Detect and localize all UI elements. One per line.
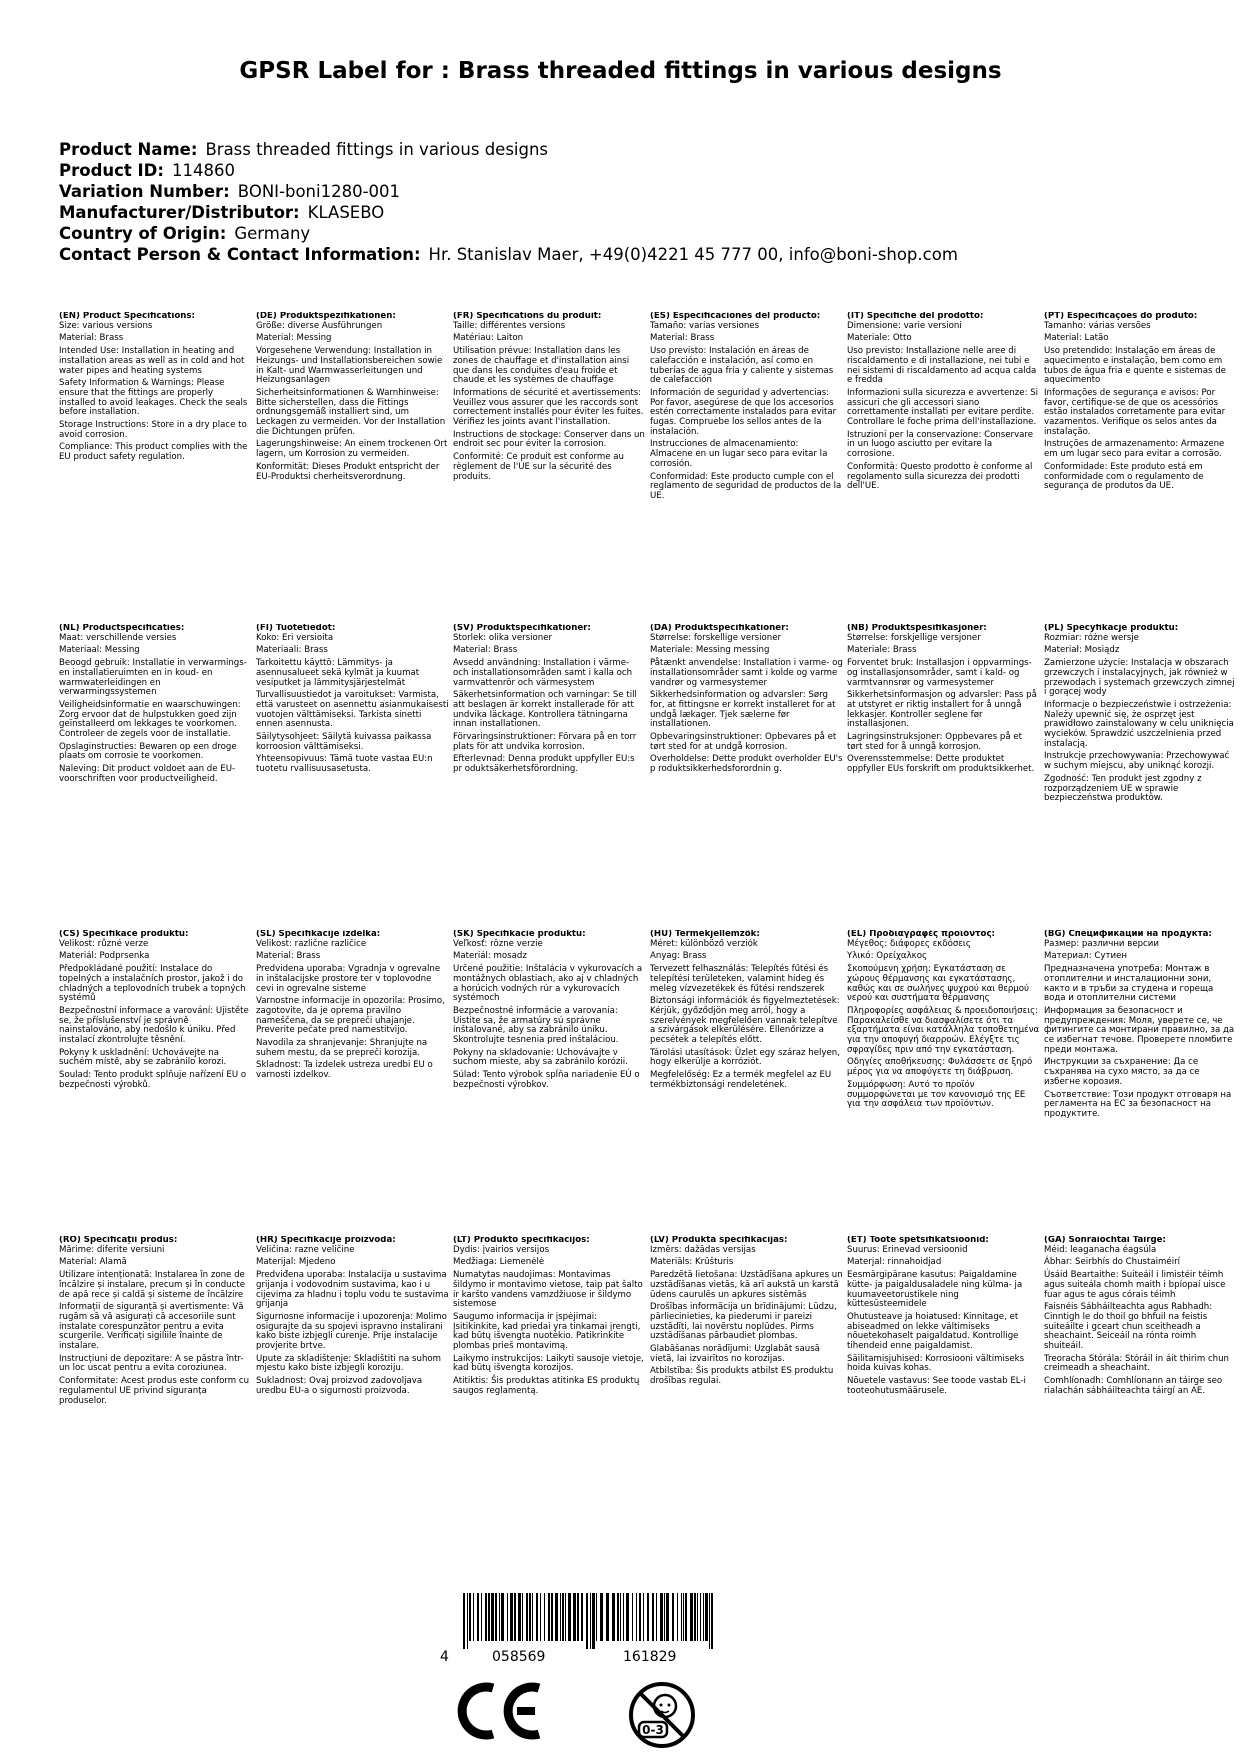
barcode-bar [697, 1593, 698, 1641]
spec-paragraph: Overensstemmelse: Dette produktet oppfyller EUs forskrift om produktsikkerhet. [847, 754, 1035, 775]
barcode-bar [664, 1593, 665, 1641]
spec-paragraph: Utilizare intenționată: Instalarea în zone de încălzire și instalare, precum și în conducte de apă rece și caldă și sisteme de încălzire [59, 1270, 246, 1300]
spec-paragraph: Súlad: Tento výrobok spĺňa nariadenie EÚ o bezpečnosti výrobkov. [453, 1070, 640, 1090]
spec-block [59, 1236, 256, 1616]
spec-paragraph: Saugumo informacija ir įspėjimai: Įsitikinkite, kad priedai yra tinkamai įrengti, kad būtų išvengta nuotėkio. Patikrinkite plombas prieš montavimą. [453, 1311, 641, 1352]
barcode-bar [703, 1593, 704, 1641]
specifications-grid [59, 312, 1239, 1616]
spec-heading: (RO) Specificații produs: [59, 1236, 178, 1245]
ce-mark-icon [455, 1680, 545, 1742]
barcode-digits-left: 058569 [492, 1649, 546, 1665]
barcode-bar [568, 1593, 571, 1641]
spec-block [256, 624, 453, 930]
age-label: 0-3 [642, 1723, 664, 1737]
spec-paragraph: Materiale: Messing messing [650, 645, 770, 656]
spec-heading: (DA) Produktspecifikationer: [650, 624, 789, 633]
barcode-bar [652, 1593, 654, 1641]
spec-paragraph: Turvallisuustiedot ja varoitukset: Varmista, että varusteet on asennettu asianmukaisesti vuotojen välttämiseksi. Tarkista sinetti ennen asennusta. [256, 690, 449, 730]
spec-paragraph: Rozmiar: różne wersje [1044, 632, 1139, 643]
spec-paragraph: Sukladnost: Ovaj proizvod zadovoljava uredbu EU-a o sigurnosti proizvoda. [256, 1376, 423, 1396]
spec-paragraph: Koko: Eri versioita [256, 632, 334, 643]
spec-paragraph: Conformitate: Acest produs este conform cu regulamentul UE privind siguranța produselor. [59, 1376, 250, 1406]
spec-block [650, 312, 847, 624]
product-info [59, 139, 958, 265]
barcode-bar [617, 1593, 619, 1641]
barcode-bar [660, 1593, 663, 1641]
spec-paragraph: Upute za skladištenje: Skladištiti na suhom mjestu kako biste izbjegli koroziju. [256, 1353, 442, 1374]
barcode-bars [463, 1593, 715, 1649]
spec-heading: (NB) Produktspesifikasjoner: [847, 624, 987, 633]
barcode-digit-first: 4 [440, 1649, 449, 1665]
info-product-id: Product ID: 114860 [59, 161, 235, 180]
barcode-bar [560, 1593, 561, 1641]
spec-paragraph: Material: Latão [1044, 333, 1109, 344]
spec-heading: (SV) Produktspecifikationer: [453, 624, 591, 633]
spec-heading: (PT) Especificações do produto: [1044, 312, 1198, 321]
spec-heading: (BG) Спецификации на продукта: [1044, 930, 1212, 939]
spec-paragraph: Opslaginstructies: Bewaren op een droge plaats om corrosie te voorkomen. [59, 741, 237, 762]
barcode-bar [536, 1593, 538, 1641]
spec-paragraph: Σκοπούμενη χρήση: Εγκατάσταση σε χώρους θέρμανσης και εγκατάστασης, καθώς και σε σωλήνες ψυχρού και θερμού νερού και συστήματα θέρμανσης [847, 964, 1029, 1004]
spec-paragraph: Tamaño: varias versiones [650, 320, 760, 331]
spec-block [1044, 930, 1241, 1236]
info-manufacturer: Manufacturer/Distributor: KLASEBO [59, 203, 385, 222]
spec-paragraph: Tárolási utasítások: Üzlet egy száraz helyen, hogy elkerülje a korróziót. [650, 1047, 840, 1068]
spec-paragraph: Sikkerhetsinformasjon og advarsler: Pass på at utstyret er riktig installert for å unngå lekkasjer. Kontroller seglene før installasjonen. [847, 690, 1037, 730]
spec-paragraph: Materiał: Mosiądz [1044, 645, 1120, 656]
spec-paragraph: Medžiaga: Liemenėlė [453, 1257, 545, 1268]
spec-paragraph: Pokyny na skladovanie: Uchovávajte v suchom mieste, aby sa zabránilo korózii. [453, 1047, 628, 1068]
barcode-bar [709, 1593, 710, 1649]
spec-paragraph: Dydis: įvairios versijos [453, 1244, 550, 1255]
spec-paragraph: Materiale: Brass [847, 645, 917, 656]
barcode-bar [656, 1593, 657, 1641]
spec-paragraph: Opbevaringsinstruktioner: Opbevares på et tørt sted for at undgå korrosion. [650, 732, 837, 752]
spec-block [847, 312, 1044, 624]
spec-paragraph: Intended Use: Installation in heating and installation areas as well as in cold and hot water pipes and heating systems [59, 346, 245, 376]
spec-paragraph: Atitiktis: Šis produktas atitinka ES produktų saugos reglamentą. [453, 1376, 640, 1396]
spec-heading: (HU) Termékjellemzők: [650, 930, 760, 939]
barcode-bar [501, 1593, 504, 1641]
spec-paragraph: Tarkoitettu käyttö: Lämmitys- ja asennusalueet sekä kylmät ja kuumat vesiputket ja lämmitysjärjestelmät [256, 658, 420, 688]
spec-paragraph: Laikymo instrukcijos: Laikyti sausoje vietoje, kad būtų išvengta korozijos. [453, 1353, 644, 1374]
spec-heading: (FR) Spécifications du produit: [453, 312, 602, 321]
spec-paragraph: Предназначена употреба: Монтаж в отоплителни и инсталационни зони, както и в тръби за студена и гореща вода и отоплителни системи [1044, 964, 1214, 1004]
spec-block [453, 930, 650, 1236]
spec-block [1044, 312, 1241, 624]
barcode-bar [694, 1593, 696, 1641]
spec-paragraph: Instrucciones de almacenamiento: Almacene en un lugar seco para evitar la corrosión. [650, 439, 828, 469]
spec-paragraph: Instructions de stockage: Conserver dans un endroit sec pour éviter la corrosion. [453, 429, 645, 450]
spec-paragraph: Material: Alamă [59, 1257, 127, 1268]
barcode-bar [666, 1593, 669, 1641]
barcode-bar [510, 1593, 513, 1641]
spec-paragraph: Ohutusteave ja hoiatused: Kinnitage, et abiseadmed on lekke vältimiseks nõuetekohaselt paigaldatud. Kontrollige tihendeid enne paigaldamist. [847, 1311, 1019, 1352]
spec-block [453, 312, 650, 624]
barcode-bar [636, 1593, 637, 1641]
spec-paragraph: Faisnéis Sábháilteachta agus Rabhadh: Cinntigh le do thoil go bhfuil na feistis suiteáilte i gceart chun sceitheadh a sheachaint. Seiceáil na rónta roimh shuiteáil. [1044, 1302, 1213, 1352]
barcode-bar [620, 1593, 621, 1641]
spec-paragraph: Určené použitie: Inštalácia v vykurovacích a montážnych oblastiach, ako aj v chladných a horúcich vodných rúr a vykurovacích systémoch [453, 964, 643, 1004]
spec-paragraph: Istruzioni per la conservazione: Conservare in un luogo asciutto per evitare la corrosione. [847, 429, 1034, 460]
spec-paragraph: Οδηγίες αποθήκευσης: Φυλάσσετε σε ξηρό μέρος για να αποφύγετε τη διάβρωση. [847, 1057, 1033, 1078]
spec-paragraph: Atbilstība: Šis produkts atbilst ES produktu drošības regulai. [650, 1366, 834, 1387]
barcode-bar [643, 1593, 644, 1641]
barcode-bar [592, 1593, 595, 1649]
spec-paragraph: Utilisation prévue: Installation dans les zones de chauffage et d'installation ainsi que dans les conduites d'eau froide et chaude et les systèmes de chauffage [453, 346, 630, 386]
spec-paragraph: Taille: différentes versions [453, 320, 566, 331]
spec-paragraph: Mărime: diferite versiuni [59, 1244, 165, 1255]
barcode-bar [473, 1593, 474, 1641]
spec-paragraph: Predvidena uporaba: Vgradnja v ogrevalne in inštalacijske prostore ter v toplovodne cevi in ogrevalne sisteme [256, 964, 441, 994]
spec-paragraph: Uso previsto: Installazione nelle aree di riscaldamento e di installazione, nei tubi e nei sistemi di riscaldamento ad acqua calda e fredda [847, 346, 1037, 386]
spec-paragraph: Megfelelőség: Ez a termék megfelel az EU termékbiztonsági rendeletének. [650, 1070, 832, 1090]
spec-paragraph: Matériau: Laiton [453, 333, 524, 344]
spec-paragraph: Veľkosť: rôzne verzie [453, 938, 543, 949]
spec-heading: (ES) Especificaciones del producto: [650, 312, 821, 321]
barcode-bar [555, 1593, 558, 1641]
spec-heading: (HR) Specifikacije proizvoda: [256, 1236, 396, 1245]
info-country: Country of Origin: Germany [59, 224, 311, 243]
spec-block [1044, 624, 1241, 930]
spec-paragraph: Säilytysohjeet: Säilytä kuivassa paikassa korroosion välttämiseksi. [256, 732, 432, 752]
spec-paragraph: Méret: különböző verziók [650, 938, 758, 949]
spec-paragraph: Předpokládané použití: Instalace do topelných a instalačních prostor, jakož i do chladných a teplovodních trubek a topných systémů [59, 964, 246, 1004]
spec-paragraph: Conformidade: Este produto está em conformidade com o regulamento de segurança de produtos da UE. [1044, 461, 1204, 492]
barcode-bar [685, 1593, 687, 1641]
barcode-bar [532, 1593, 533, 1641]
spec-paragraph: Sigurnosne informacije i upozorenja: Molimo osigurajte da su spojevi ispravno instalirani kako biste izbjegli curenje. Prije instalacije provjerite brtve. [256, 1311, 447, 1352]
spec-paragraph: Bezpečnostné informácie a varovania: Uistite sa, že armatúry sú správne inštalované, aby sa zabránilo úniku. Skontrolujte tesnenia pred inštaláciou. [453, 1005, 619, 1046]
spec-heading: (EN) Product Specifications: [59, 312, 195, 321]
barcode-bar [672, 1593, 674, 1641]
spec-paragraph: Uso pretendido: Instalação em áreas de aquecimento e instalação, bem como em tubos de água fria e quente e sistemas de aquecimento [1044, 346, 1226, 386]
spec-paragraph: Veiligheidsinformatie en waarschuwingen: Zorg ervoor dat de hulpstukken goed zijn geïnstalleerd om lekkages te voorkomen. Controleer de zegels voor de installatie. [59, 699, 241, 740]
spec-paragraph: Predviđena uporaba: Instalacija u sustavima grijanja i vodovodnim sustavima, kao i u cijevima za hladnu i toplu vodu te sustavima grijanja [256, 1270, 449, 1310]
barcode-bar [495, 1593, 497, 1641]
spec-paragraph: Nõuetele vastavus: See toode vastab EL-i tooteohutusmäärusele. [847, 1376, 1026, 1396]
spec-heading: (DE) Produktspezifikationen: [256, 312, 396, 321]
spec-paragraph: Material: Messing [256, 333, 332, 344]
spec-block [256, 930, 453, 1236]
spec-heading: (SK) Špecifikácie produktu: [453, 930, 586, 939]
spec-paragraph: Conformité: Ce produit est conforme au règlement de l'UE sur la sécurité des produits. [453, 452, 624, 482]
spec-paragraph: Méid: leaganacha éagsúla [1044, 1244, 1157, 1255]
spec-paragraph: Avsedd användning: Installation i värme- och installationsområden samt i kalla och varmvattenrör och värmesystem [453, 658, 633, 688]
barcode [440, 1593, 750, 1665]
spec-paragraph: Informazioni sulla sicurezza e avvertenze: Si assicuri che gli accessori siano correttamente installati per evitare perdite. Controllare le foche prima dell'installazione. [847, 387, 1039, 428]
barcode-bar [551, 1593, 553, 1641]
spec-block [453, 1236, 650, 1616]
spec-heading: (CS) Specifikace produktu: [59, 930, 189, 939]
spec-paragraph: Storlek: olika versioner [453, 632, 553, 643]
barcode-bar [681, 1593, 682, 1641]
spec-paragraph: Beoogd gebruik: Installatie in verwarmings- en installatieruimten en in koud- en warmwaterleidingen en verwarmingssystemen [59, 658, 247, 698]
spec-paragraph: Soulad: Tento produkt splňuje nařízení EU o bezpečnosti výrobků. [59, 1070, 247, 1090]
spec-paragraph: Skladnost: Ta izdelek ustreza uredbi EU o varnosti izdelkov. [256, 1060, 433, 1081]
spec-paragraph: Instrukcje przechowywania: Przechowywać w suchym miejscu, aby uniknąć korozji. [1044, 751, 1230, 772]
spec-paragraph: Material: Brass [59, 333, 124, 344]
barcode-bar [548, 1593, 550, 1641]
barcode-bar [491, 1593, 494, 1641]
spec-block [453, 624, 650, 930]
barcode-bar [469, 1593, 471, 1641]
info-variation-number: Variation Number: BONI-boni1280-001 [59, 182, 401, 201]
page-title: GPSR Label for : Brass threaded fittings in various designs [239, 58, 1002, 84]
spec-paragraph: Съответствие: Този продукт отговаря на регламента на ЕС за безопасност на продуктите. [1044, 1089, 1232, 1119]
spec-paragraph: Materiāls: Krūšturis [650, 1257, 734, 1268]
spec-paragraph: Informacje o bezpieczeństwie i ostrzeżenia: Należy upewnić się, że osprzęt jest prawidłowo zainstalowany w celu uniknięcia wycieków. Sprawdzić uszczelnienia przed instalacją. [1044, 699, 1234, 749]
barcode-bar [488, 1593, 490, 1641]
spec-paragraph: Bezpečnostní informace a varování: Ujistěte se, že příslušenství je správně nainstalováno, aby nedošlo k úniku. Před instalací zkontrolujte těsnění. [59, 1005, 249, 1046]
spec-heading: (PL) Specyfikacje produktu: [1044, 624, 1179, 633]
barcode-bar [581, 1593, 583, 1641]
barcode-digits-right: 161829 [623, 1649, 677, 1665]
spec-paragraph: Conformidad: Este producto cumple con el reglamento de seguridad de productos de la UE. [650, 471, 842, 501]
spec-block [1044, 1236, 1241, 1616]
spec-paragraph: Förvaringsinstruktioner: Förvara på en torr plats för att undvika korrosion. [453, 732, 637, 752]
spec-block [650, 624, 847, 930]
barcode-bar [544, 1593, 545, 1641]
spec-paragraph: Naleving: Dit product voldoet aan de EU-voorschriften voor productveiligheid. [59, 764, 236, 784]
spec-paragraph: Tamanho: várias versões [1044, 320, 1151, 331]
spec-paragraph: Größe: diverse Ausführungen [256, 320, 383, 331]
spec-heading: (SL) Specifikacije izdelka: [256, 930, 381, 939]
spec-paragraph: Material: Brass [650, 333, 715, 344]
spec-heading: (FI) Tuotetiedot: [256, 624, 336, 633]
spec-paragraph: Efterlevnad: Denna produkt uppfyller EU:s pr oduktsäkerhetsförordning. [453, 754, 635, 775]
barcode-bar [565, 1593, 566, 1641]
barcode-bar [467, 1593, 468, 1649]
spec-paragraph: Velikost: různé verze [59, 938, 149, 949]
barcode-bar [623, 1593, 624, 1641]
spec-paragraph: Pokyny k uskladnění: Uchovávejte na suchém místě, aby se zabránilo korozi. [59, 1047, 227, 1068]
spec-paragraph: Treoracha Stórála: Stóráil in áit thirim chun creimeadh a sheachaint. [1044, 1353, 1230, 1374]
spec-paragraph: Информация за безопасност и предупреждения: Моля, уверете се, че фитингите са монтирани правилно, за да се избегнат течове. Проверете пломбите преди монтажа. [1044, 1005, 1235, 1055]
spec-paragraph: Materiál: Podprsenka [59, 951, 150, 962]
spec-paragraph: Forventet bruk: Installasjon i oppvarmings- og installasjonsområder, samt i kald- og varmtvannsrør og varmesystemer [847, 658, 1032, 688]
spec-block [59, 624, 256, 930]
spec-heading: (EL) Προδιαγραφές προϊόντος: [847, 930, 995, 939]
barcode-bar [477, 1593, 479, 1641]
spec-paragraph: Ábhar: Seirbhís do Chustaiméirí [1044, 1257, 1181, 1268]
spec-block [650, 1236, 847, 1616]
spec-heading: (ET) Toote spetsifikatsioonid: [847, 1236, 989, 1245]
spec-paragraph: Informations de sécurité et avertissements: Veuillez vous assurer que les raccords sont correctement installés pour éviter les fuites. Vérifiez les joints avant l'installation. [453, 387, 644, 428]
spec-paragraph: Overholdelse: Dette produkt overholder EU's p roduktsikkerhedsforordnin g. [650, 754, 843, 775]
barcode-bar [481, 1593, 482, 1641]
spec-paragraph: Storage Instructions: Store in a dry place to avoid corrosion. [59, 420, 247, 440]
spec-paragraph: Varnostne informacije in opozorila: Prosimo, zagotovite, da je oprema pravilno nameščena, da se prepreči uhajanje. Preverite pečate pred namestitvijo. [256, 996, 445, 1036]
spec-block [847, 930, 1044, 1236]
barcode-bar [639, 1593, 641, 1641]
spec-paragraph: Material: Brass [453, 645, 518, 656]
spec-paragraph: Paredzētā lietošana: Uzstādīšana apkures un uzstādīšanas vietās, kā arī aukstā un karstā ūdens caurulēs un apkures sistēmās [650, 1270, 843, 1300]
spec-block [59, 312, 256, 624]
spec-paragraph: Velikost: različne različice [256, 938, 367, 949]
spec-paragraph: Materiaali: Brass [256, 645, 328, 656]
spec-paragraph: Anyag: Brass [650, 951, 707, 962]
spec-paragraph: Informații de siguranță și avertismente: Vă rugăm să vă asigurați că accesoriile sunt instalate corespunzător pentru a evita scurgerile. Verificați sigiliile înainte de instalare. [59, 1302, 244, 1352]
spec-paragraph: Compliance: This product complies with the EU product safety regulation. [59, 442, 248, 463]
spec-block [59, 930, 256, 1236]
spec-paragraph: Izmērs: dažādas versijas [650, 1244, 756, 1255]
spec-paragraph: Sicherheitsinformationen & Warnhinweise: Bitte sicherstellen, dass die Fittings ordnungsgemäß installiert sind, um Leckagen zu vermeiden. Vor der Installation die Dichtungen prüfen. [256, 387, 446, 437]
not-for-children-0-3-icon [627, 1680, 697, 1750]
spec-paragraph: Πληροφορίες ασφάλειας & προειδοποιήσεις: Παρακαλείσθε να διασφαλίσετε ότι τα εξαρτήματα είναι κατάλληλα τοποθετημένα για την αποφυγή διαρροών. Ελέγξτε τις σφραγίδες πριν από την εγκατάσταση. [847, 1005, 1040, 1055]
spec-paragraph: Säkerhetsinformation och varningar: Se till att beslagen är korrekt installerade för att undvika läckage. Kontrollera tätningarna innan installationen. [453, 690, 637, 730]
spec-block [847, 624, 1044, 930]
spec-paragraph: Vorgesehene Verwendung: Installation in Heizungs- und Installationsbereichen sowie in Kalt- und Warmwasserleitungen und Heizungsanlagen [256, 346, 443, 386]
spec-paragraph: Dimensione: varie versioni [847, 320, 962, 331]
barcode-bar [711, 1593, 713, 1649]
barcode-bar [677, 1593, 678, 1641]
spec-heading: (NL) Productspecificaties: [59, 624, 185, 633]
spec-paragraph: Инструкции за съхранение: Да се съхранява на сухо място, за да се избегне корозия. [1044, 1057, 1200, 1087]
spec-heading: (LV) Produkta specifikācijas: [650, 1236, 788, 1245]
spec-paragraph: Υλικό: Ορείχαλκος [847, 951, 928, 962]
barcode-bar [529, 1593, 531, 1641]
spec-paragraph: Úsáid Beartaithe: Suiteáil i limistéir téimh agus suiteála chomh maith i bpíopaí uisce fuar agus te agus córais téimh [1044, 1270, 1226, 1300]
barcode-bar [632, 1593, 633, 1641]
spec-paragraph: Suurus: Erinevad versioonid [847, 1244, 968, 1255]
barcode-bar [647, 1593, 649, 1641]
barcode-bar [562, 1593, 564, 1641]
barcode-bar [526, 1593, 528, 1641]
info-product-name: Product Name: Brass threaded fittings in various designs [59, 140, 549, 159]
spec-paragraph: Drošības informācija un brīdinājumi: Lūdzu, pārliecinieties, ka piederumi ir pareizi uzstādīti, lai novērstu noplūdes. Pirms uzstādīšanas pārbaudiet plombas. [650, 1302, 837, 1342]
barcode-bar [577, 1593, 579, 1641]
spec-paragraph: Sikkerhedsinformation og advarsler: Sørg for, at fittingsne er korrekt installeret for at undgå lækager. Tjek sælerne før installationen. [650, 690, 836, 730]
spec-paragraph: Zgodność: Ten produkt jest zgodny z rozporządzeniem UE w sprawie bezpieczeństwa produktów. [1044, 773, 1202, 804]
spec-paragraph: Μέγεθος: διάφορες εκδόσεις [847, 938, 971, 949]
spec-paragraph: Biztonsági információk és figyelmeztetések: Kérjük, győződjön meg arról, hogy a szerelvények megfelelően vannak telepítve a szivárgások elkerülésére. Ellenőrizze a pecsétek a telepítés előtt. [650, 996, 840, 1046]
barcode-bar [705, 1593, 708, 1641]
barcode-bar [507, 1593, 508, 1641]
spec-block [650, 930, 847, 1236]
spec-paragraph: Eesmärgipärane kasutus: Paigaldamine kütte- ja paigaldusaladele ning külma- ja kuumaveetorustikele ning küttesüsteemidele [847, 1270, 1023, 1310]
spec-paragraph: Comhlíonadh: Comhlíonann an táirge seo rialachán sábháilteachta táirgí an AE. [1044, 1376, 1223, 1396]
barcode-bar [540, 1593, 541, 1641]
spec-block [256, 1236, 453, 1616]
barcode-bar [522, 1593, 523, 1641]
spec-block [256, 312, 453, 624]
spec-paragraph: Conformità: Questo prodotto è conforme al regolamento sulla sicurezza dei prodotti dell'UE. [847, 461, 1033, 492]
spec-paragraph: Materiaal: Messing [59, 645, 140, 656]
spec-paragraph: Tervezett felhasználás: Telepítés fűtési és telepítési területeken, valamint hideg és meleg vízvezetékek és fűtési rendszerek [650, 964, 829, 994]
spec-paragraph: Συμμόρφωση: Αυτό το προϊόν συμμορφώνεται με τον κανονισμό της ΕΕ για την ασφάλεια των προϊόντων. [847, 1079, 1026, 1110]
spec-paragraph: Instruções de armazenamento: Armazene em um lugar seco para evitar a corrosão. [1044, 439, 1225, 460]
spec-paragraph: Materiale: Otto [847, 333, 912, 344]
spec-paragraph: Safety Information & Warnings: Please ensure that the fittings are properly installed to avoid leakages. Check the seals before installation. [59, 378, 248, 418]
spec-paragraph: Størrelse: forskjellige versjoner [847, 632, 981, 643]
spec-paragraph: Materijal: Mjedeno [256, 1257, 336, 1268]
barcode-bar [586, 1593, 588, 1649]
spec-paragraph: Materjal: rinnahoidjad [847, 1257, 942, 1268]
barcode-bar [485, 1593, 487, 1641]
spec-paragraph: Påtænkt anvendelse: Installation i varme- og installationsområder samt i kolde og varme vandrør og varmesystemer [650, 658, 843, 688]
spec-paragraph: Información de seguridad y advertencias: Por favor, asegúrese de que los accesorios estén correctamente instalados para evitar fugas. Compruebe los sellos antes de la instalación. [650, 387, 837, 437]
spec-heading: (IT) Specifiche del prodotto: [847, 312, 984, 321]
barcode-bar [606, 1593, 609, 1641]
spec-paragraph: Konformität: Dieses Produkt entspricht der EU-Produktsi cherheitsverordnung. [256, 461, 440, 482]
spec-paragraph: Navodila za shranjevanje: Shranjujte na suhem mestu, da se prepreči korozija. [256, 1038, 428, 1058]
spec-paragraph: Материал: Сутиен [1044, 951, 1127, 962]
spec-paragraph: Numatytas naudojimas: Montavimas šildymo ir montavimo vietose, taip pat šalto ir karšto vandens vamzdžiuose ir šildymo sistemose [453, 1270, 643, 1310]
spec-paragraph: Размер: различни версии [1044, 938, 1159, 949]
spec-paragraph: Lagringsinstruksjoner: Oppbevares på et tørt sted for å unngå korrosjon. [847, 732, 1023, 752]
barcode-bar [612, 1593, 615, 1641]
spec-paragraph: Instrucțiuni de depozitare: A se păstra într-un loc uscat pentru a evita coroziunea. [59, 1353, 244, 1374]
spec-block [847, 1236, 1044, 1616]
barcode-bar [600, 1593, 603, 1641]
barcode-bar [499, 1593, 500, 1641]
barcode-bar [518, 1593, 521, 1641]
barcode-bar [596, 1593, 597, 1641]
barcode-bar [700, 1593, 701, 1641]
spec-paragraph: Størrelse: forskellige versioner [650, 632, 782, 643]
barcode-bar [573, 1593, 576, 1641]
spec-paragraph: Zamierzone użycie: Instalacja w obszarach grzewczych i instalacyjnych, jak również w przewodach i systemach grzewczych zimnej i gorącej wody [1044, 658, 1235, 698]
spec-paragraph: Säilitamisjuhised: Korrosiooni vältimiseks hoida kuivas kohas. [847, 1353, 1025, 1374]
spec-paragraph: Uso previsto: Instalación en áreas de calefacción e instalación, así como en tuberías de agua fría y caliente y sistemas de calefacción [650, 346, 834, 386]
spec-heading: (GA) Sonraíochtaí Táirge: [1044, 1236, 1166, 1245]
barcode-bar [690, 1593, 693, 1641]
barcode-bar [590, 1593, 591, 1649]
spec-paragraph: Lagerungshinweise: An einem trockenen Ort lagern, um Korrosion zu vermeiden. [256, 439, 448, 460]
barcode-bar [514, 1593, 516, 1641]
barcode-bar [463, 1593, 465, 1649]
spec-heading: (LT) Produkto specifikacijos: [453, 1236, 590, 1245]
spec-paragraph: Yhteensopivuus: Tämä tuote vastaa EU:n tuotetu rvallisuusasetusta. [256, 754, 433, 775]
info-contact: Contact Person & Contact Information: Hr. Stanislav Maer, +49(0)4221 45 777 00, info@boni-shop.com [59, 245, 958, 264]
spec-paragraph: Materiál: mosadz [453, 951, 527, 962]
spec-paragraph: Veličina: razne veličine [256, 1244, 355, 1255]
barcode-bar [683, 1593, 684, 1641]
barcode-bar [626, 1593, 629, 1641]
spec-paragraph: Size: various versions [59, 320, 153, 331]
spec-paragraph: Material: Brass [256, 951, 321, 962]
spec-paragraph: Informações de segurança e avisos: Por favor, certifique-se de que os acessórios estão instalados corretamente para evitar vazamentos. Verifique os selos antes da instalação. [1044, 387, 1226, 437]
spec-paragraph: Maat: verschillende versies [59, 632, 177, 643]
compliance-icons [455, 1680, 785, 1750]
spec-paragraph: Glabāšanas norādījumi: Uzglabāt sausā vietā, lai izvairītos no korozijas. [650, 1344, 820, 1364]
